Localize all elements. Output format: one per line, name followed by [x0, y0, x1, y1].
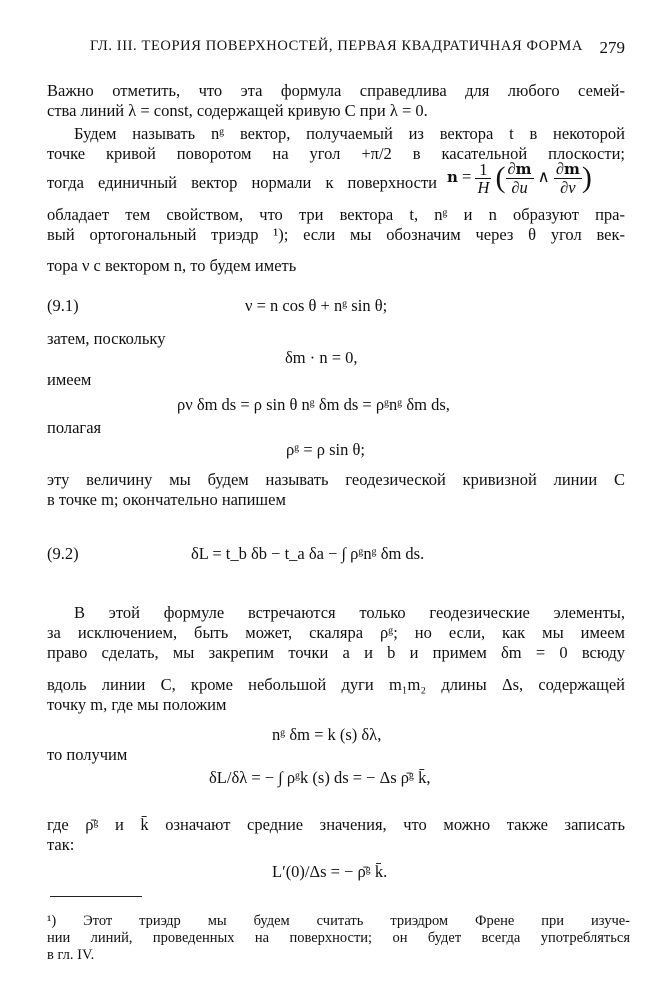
- running-title: ГЛ. III. ТЕОРИЯ ПОВЕРХНОСТЕЙ, ПЕРВАЯ КВАДРАТИЧНАЯ ФОРМА: [90, 38, 583, 54]
- equation-9-2: δL = t_b δb − t_a δa − ∫ ρᵍnᵍ δm ds.: [191, 544, 425, 563]
- normal-vector-formula: n = $\frac{1}{H}$ ( $\frac{\partial m}{\partial u}$ ∧ $\frac{\partial m}{\partial v}$ ): [447, 159, 592, 197]
- paragraph-line: право сделать, мы закрепим точки a и b и примем δm = 0 всюду: [47, 643, 625, 662]
- paragraph-line: точку m, где мы положим: [47, 695, 227, 714]
- paragraph-line: вдоль линии C, кроме небольшой дуги m₁m₂ длины Δs, содержащей: [47, 675, 625, 694]
- page-number: 279: [599, 38, 625, 57]
- text-line: полагая: [47, 418, 102, 437]
- footnote-line: нии линий, проведенных на поверхности; он будет всегда употребляться: [47, 930, 630, 946]
- running-header: [90, 38, 625, 58]
- paragraph-line: тора ν с вектором n, то будем иметь: [47, 256, 297, 275]
- equation-label: (9.2): [47, 544, 79, 563]
- paragraph-line: где ρ̄ᵍ и k̄ означают средние значения, что можно также записать: [47, 815, 625, 834]
- footnote-line: ¹) Этот триэдр мы будем считать триэдром Френе при изуче-: [47, 913, 630, 929]
- equation-dl-dlambda: δL/δλ = − ∫ ρᵍk (s) ds = − Δs ρ̄ᵍ k̄,: [209, 768, 431, 787]
- equation-rho: ρν δm ds = ρ sin θ nᵍ δm ds = ρᵍnᵍ δm ds,: [177, 395, 450, 414]
- paragraph-line: в точке m; окончательно напишем: [47, 490, 286, 509]
- paragraph-line: обладает тем свойством, что три вектора t, nᵍ и n образуют пра-: [47, 205, 625, 224]
- equation-final: L′(0)/Δs = − ρ̄ᵍ k̄.: [272, 862, 388, 881]
- paragraph-line: ства линий λ = const, содержащей кривую C при λ = 0.: [47, 101, 428, 120]
- equation-label: (9.1): [47, 296, 79, 315]
- text-line: то получим: [47, 745, 128, 764]
- footnote-rule: [50, 896, 142, 897]
- text-line: имеем: [47, 370, 92, 389]
- paragraph-line: точке кривой поворотом на угол +π/2 в касательной плоскости;: [47, 144, 625, 163]
- equation-dm-n: δm · n = 0,: [285, 348, 358, 367]
- paragraph-line: В этой формуле встречаются только геодезические элементы,: [74, 603, 625, 622]
- paragraph-line: за исключением, быть может, скаляра ρᵍ; но если, как мы имеем: [47, 623, 625, 642]
- paragraph-line: вый ортогональный триэдр ¹); если мы обозначим через θ угол век-: [47, 225, 625, 244]
- text-line: затем, поскольку: [47, 329, 166, 348]
- equation-9-1: ν = n cos θ + nᵍ sin θ;: [245, 296, 388, 315]
- paragraph-line: так:: [47, 835, 75, 854]
- equation-rhog: ρᵍ = ρ sin θ;: [286, 440, 365, 459]
- paragraph-line: эту величину мы будем называть геодезической кривизной линии C: [47, 470, 625, 489]
- paragraph-line: Будем называть nᵍ вектор, получаемый из вектора t в некоторой: [74, 124, 625, 143]
- footnote-line: в гл. IV.: [47, 947, 95, 963]
- equation-k: nᵍ δm = k (s) δλ,: [272, 725, 382, 744]
- paragraph-line: тогда единичный вектор нормали к поверхности: [47, 173, 437, 192]
- paragraph-line: Важно отметить, что эта формула справедлива для любого семей-: [47, 81, 625, 100]
